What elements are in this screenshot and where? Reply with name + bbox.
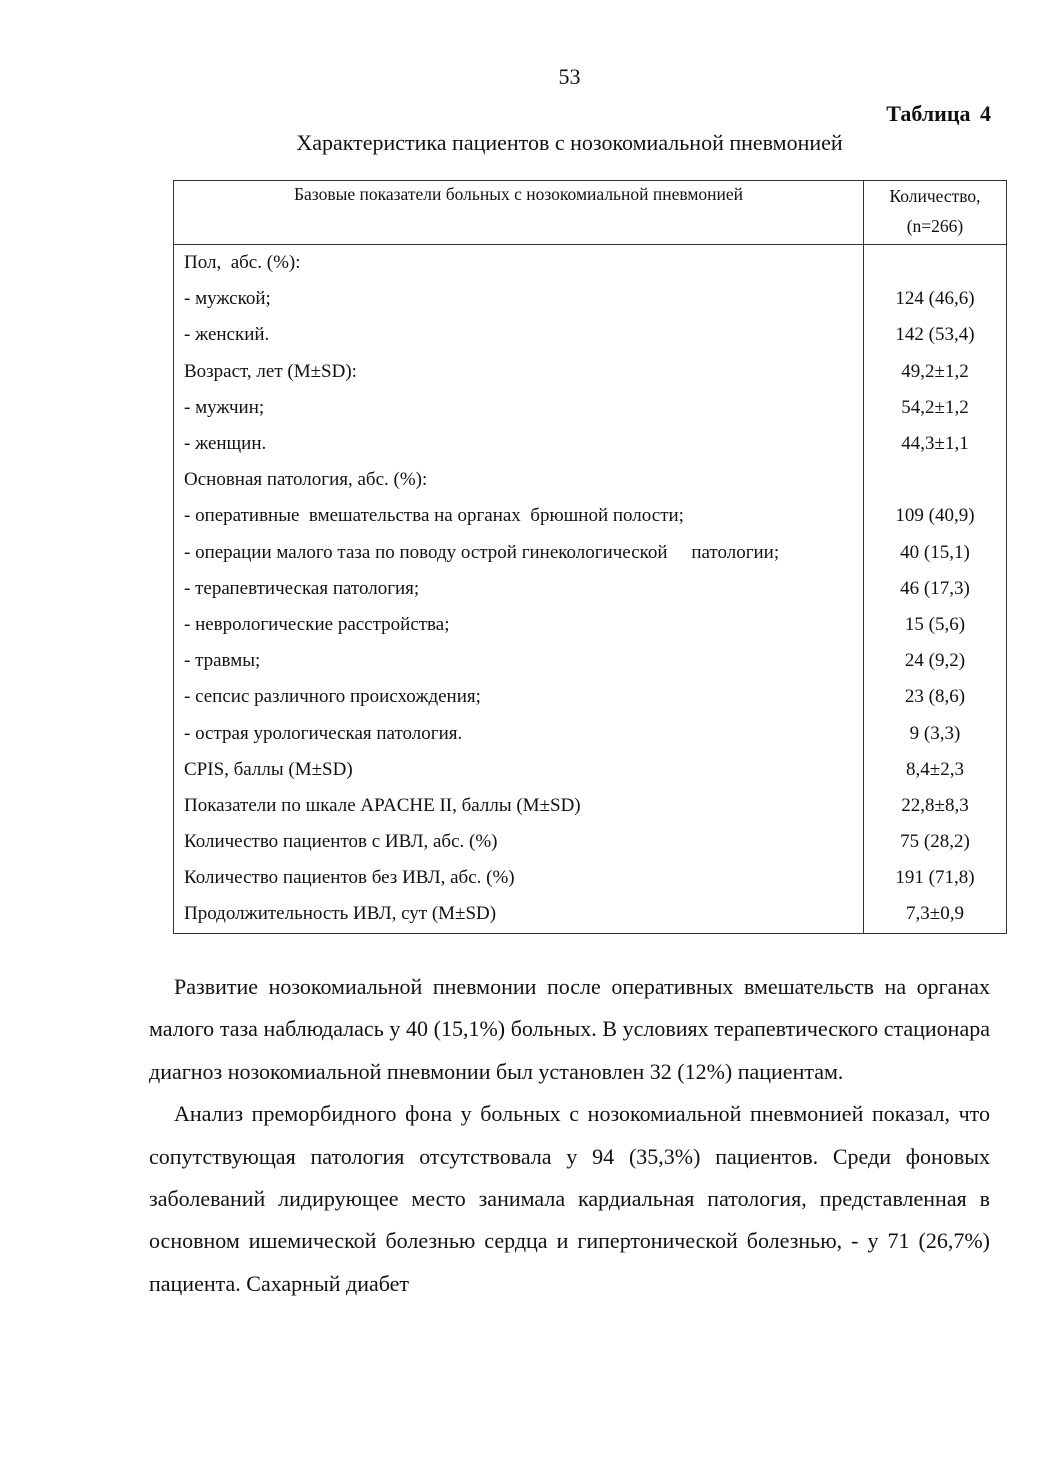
table-row [174, 390, 1007, 426]
row-label: - мужчин; [174, 390, 864, 426]
row-value [864, 245, 1007, 282]
table-row [174, 643, 1007, 679]
row-value: 54,2±1,2 [864, 390, 1007, 426]
table-title: Характеристика пациентов с нозокомиальной пневмонией [296, 130, 843, 155]
table-row [174, 317, 1007, 353]
row-label: Основная патология, абс. (%): [174, 462, 864, 498]
row-value: 142 (53,4) [864, 317, 1007, 353]
row-value: 46 (17,3) [864, 571, 1007, 607]
table-row [174, 426, 1007, 462]
table-row [174, 535, 1007, 571]
row-label: Показатели по шкале APACHE II, баллы (M±SD) [174, 788, 864, 824]
row-value: 7,3±0,9 [864, 896, 1007, 933]
row-label: Пол, абс. (%): [174, 245, 864, 282]
row-label: - мужской; [174, 281, 864, 317]
row-label: - оперативные вмешательства на органах брюшной полости; [174, 498, 864, 534]
patient-characteristics-table [173, 180, 1007, 934]
row-label: Количество пациентов с ИВЛ, абс. (%) [174, 824, 864, 860]
row-value: 24 (9,2) [864, 643, 1007, 679]
table-row [174, 607, 1007, 643]
table-header-row [174, 181, 1007, 245]
table-row [174, 354, 1007, 390]
table-row [174, 281, 1007, 317]
table-row [174, 824, 1007, 860]
column-header-indicators: Базовые показатели больных с нозокомиальной пневмонией [174, 181, 864, 245]
table-row [174, 679, 1007, 715]
row-value: 22,8±8,3 [864, 788, 1007, 824]
row-value: 75 (28,2) [864, 824, 1007, 860]
table-body [174, 245, 1007, 934]
column-header-count [864, 181, 1007, 245]
row-value: 40 (15,1) [864, 535, 1007, 571]
paragraph: Развитие нозокомиальной пневмонии после оперативных вмешательств на органах малого таза наблюдалась у 40 (15,1%) больных. В условиях терапевтического стационара диагноз нозокомиальной пневмонии был установлен 32 (12%) пациентам. [149, 974, 990, 1084]
page-number: 53 [558, 64, 581, 89]
paragraph: Анализ преморбидного фона у больных с нозокомиальной пневмонией показал, что сопутствующая патология отсутствовала у 94 (35,3%) пациентов. Среди фоновых заболеваний лидирующее место занимала кардиальная патология, представленная в основном ишемической болезнью сердца и гипертонической болезнью, - у 71 (26,7%) пациента. Сахарный диабет [149, 1101, 990, 1296]
table-row [174, 462, 1007, 498]
table-row [174, 245, 1007, 282]
column-header-count-line2: (n=266) [906, 216, 964, 236]
row-label: - операции малого таза по поводу острой гинекологической патологии; [174, 535, 864, 571]
row-label: Количество пациентов без ИВЛ, абс. (%) [174, 860, 864, 896]
row-label: - сепсис различного происхождения; [174, 679, 864, 715]
row-value: 15 (5,6) [864, 607, 1007, 643]
row-value: 9 (3,3) [864, 715, 1007, 751]
row-value: 44,3±1,1 [864, 426, 1007, 462]
row-label: - терапевтическая патология; [174, 571, 864, 607]
row-value [864, 462, 1007, 498]
row-label: CPIS, баллы (M±SD) [174, 752, 864, 788]
table-row [174, 896, 1007, 933]
row-label: - женщин. [174, 426, 864, 462]
row-value: 124 (46,6) [864, 281, 1007, 317]
table-row [174, 752, 1007, 788]
body-text [149, 966, 990, 1305]
row-value: 8,4±2,3 [864, 752, 1007, 788]
row-label: - женский. [174, 317, 864, 353]
row-label: Продолжительность ИВЛ, сут (M±SD) [174, 896, 864, 933]
column-header-count-line1: Количество, [889, 186, 981, 206]
table-row [174, 571, 1007, 607]
row-label: - травмы; [174, 643, 864, 679]
row-label: Возраст, лет (M±SD): [174, 354, 864, 390]
table-row [174, 860, 1007, 896]
table-row [174, 498, 1007, 534]
row-value: 23 (8,6) [864, 679, 1007, 715]
row-value: 49,2±1,2 [864, 354, 1007, 390]
row-value: 191 (71,8) [864, 860, 1007, 896]
table-row [174, 715, 1007, 751]
table-label: Таблица 4 [886, 101, 991, 126]
row-label: - неврологические расстройства; [174, 607, 864, 643]
row-label: - острая урологическая патология. [174, 715, 864, 751]
row-value: 109 (40,9) [864, 498, 1007, 534]
table-row [174, 788, 1007, 824]
